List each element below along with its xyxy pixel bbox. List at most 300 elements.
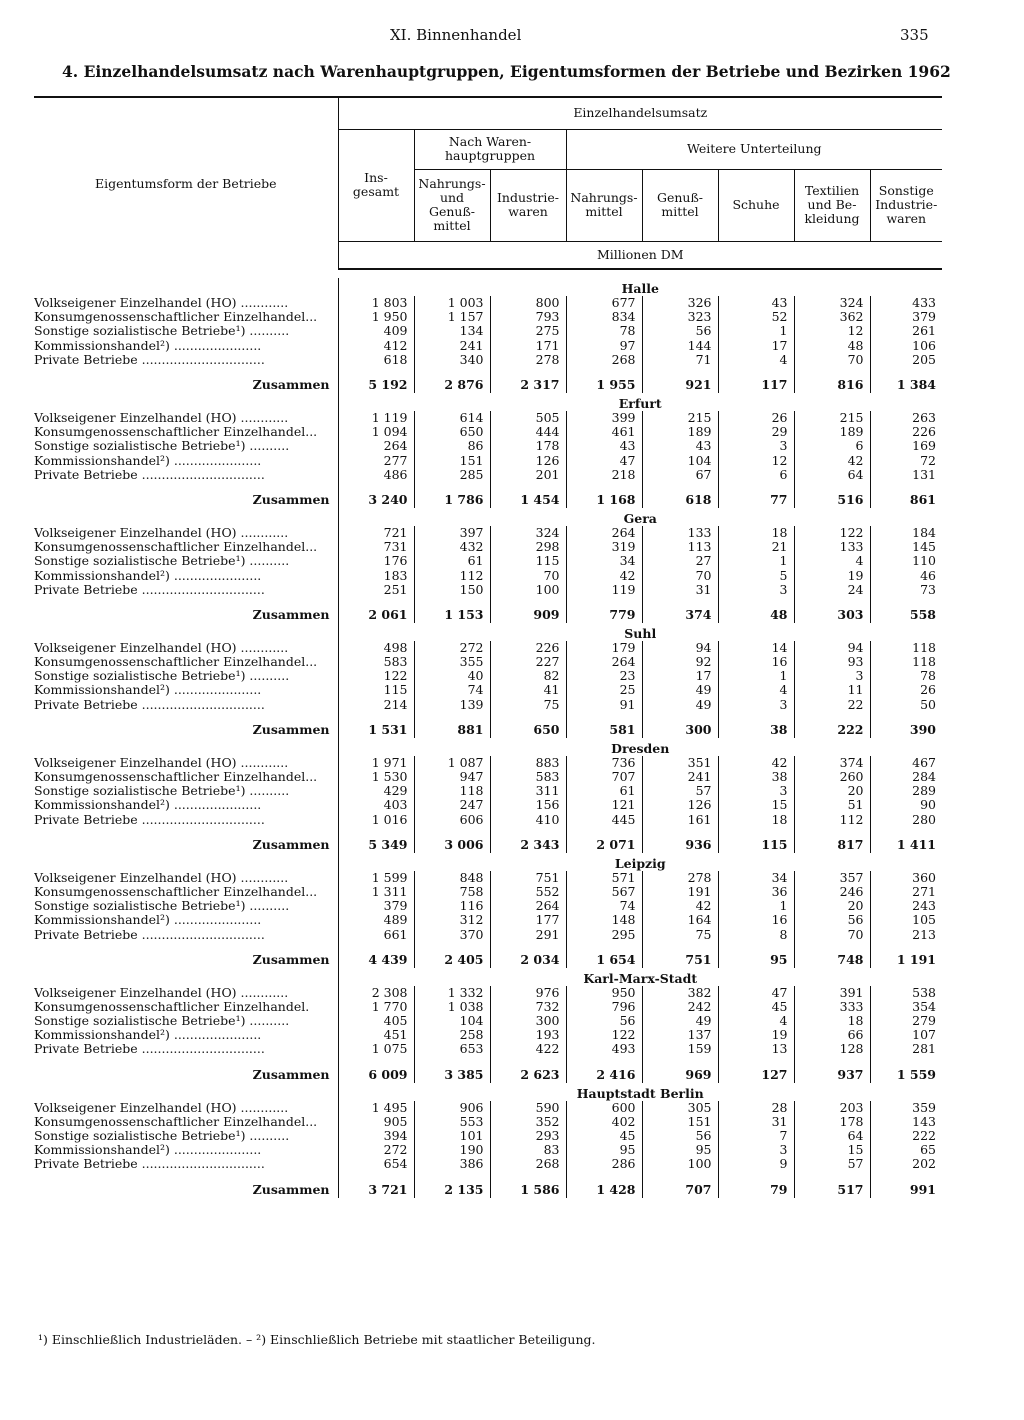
- table-cell: 278: [642, 871, 718, 885]
- table-cell: 51: [794, 798, 870, 812]
- table-cell: 606: [414, 813, 490, 827]
- page-number: 335: [900, 26, 929, 44]
- table-cell: 13: [718, 1042, 794, 1056]
- table-cell: 291: [490, 927, 566, 941]
- table-cell: 278: [490, 353, 566, 367]
- table-cell: 247: [414, 798, 490, 812]
- table-cell: 340: [414, 353, 490, 367]
- table-cell: 241: [414, 339, 490, 353]
- total-cell: 817: [794, 837, 870, 853]
- table-cell: 848: [414, 871, 490, 885]
- row-label: Kommissionshandel²) ......................: [34, 568, 262, 583]
- table-cell: 106: [870, 339, 942, 353]
- table-cell: 263: [870, 411, 942, 425]
- table-row: [34, 986, 942, 1000]
- table-cell: 20: [794, 899, 870, 913]
- row-label: Volkseigener Einzelhandel (HO) ............: [34, 1100, 289, 1115]
- row-label: Konsumgenossenschaftlicher Einzelhandel...: [34, 310, 318, 325]
- table-row: [34, 1157, 942, 1171]
- region-row: [34, 508, 942, 526]
- table-cell: 169: [870, 439, 942, 453]
- table-cell: 43: [718, 296, 794, 310]
- row-label: Sonstige sozialistische Betriebe¹) ..........: [34, 784, 290, 799]
- table-cell: 505: [490, 411, 566, 425]
- total-cell: 909: [490, 607, 566, 623]
- table-cell: 66: [794, 1028, 870, 1042]
- table-cell: 94: [642, 641, 718, 655]
- table-cell: 178: [794, 1115, 870, 1129]
- table-cell: 650: [414, 425, 490, 439]
- total-cell: 2 876: [414, 377, 490, 393]
- row-gap: [34, 597, 942, 607]
- row-label: Sonstige sozialistische Betriebe¹) ..........: [34, 899, 290, 914]
- row-gap: [34, 1172, 942, 1182]
- table-row: [34, 554, 942, 568]
- table-cell: 399: [566, 411, 642, 425]
- table-cell: 151: [642, 1115, 718, 1129]
- table-cell: 215: [642, 411, 718, 425]
- table-cell: 201: [490, 468, 566, 482]
- table-cell: 31: [642, 583, 718, 597]
- table-cell: 150: [414, 583, 490, 597]
- table-cell: 4: [794, 554, 870, 568]
- total-cell: 2 416: [566, 1067, 642, 1083]
- total-cell: 2 405: [414, 952, 490, 968]
- table-cell: 107: [870, 1028, 942, 1042]
- table-cell: 34: [718, 871, 794, 885]
- table-cell: 553: [414, 1115, 490, 1129]
- table-title: 4. Einzelhandelsumsatz nach Warenhauptgruppen, Eigentumsformen der Betriebe und Bezirken 1962: [62, 62, 951, 81]
- table-cell: 264: [566, 655, 642, 669]
- table-cell: 144: [642, 339, 718, 353]
- table-cell: 189: [642, 425, 718, 439]
- row-label: Kommissionshandel²) ......................: [34, 798, 262, 813]
- table-cell: 24: [794, 583, 870, 597]
- table-cell: 409: [338, 324, 414, 338]
- table-cell: 128: [794, 1042, 870, 1056]
- table-cell: 119: [566, 583, 642, 597]
- region-row: [34, 393, 942, 411]
- table-cell: 31: [718, 1115, 794, 1129]
- total-cell: 2 034: [490, 952, 566, 968]
- table-cell: 326: [642, 296, 718, 310]
- table-cell: 82: [490, 669, 566, 683]
- table-cell: 26: [870, 683, 942, 697]
- table-cell: 275: [490, 324, 566, 338]
- table-cell: 280: [870, 813, 942, 827]
- table-cell: 731: [338, 540, 414, 554]
- table-cell: 52: [718, 310, 794, 324]
- total-label: Zusammen: [252, 951, 330, 967]
- table-cell: 72: [870, 454, 942, 468]
- row-label: Kommissionshandel²) ......................: [34, 1028, 262, 1043]
- total-cell: 991: [870, 1182, 942, 1198]
- table-cell: 1 075: [338, 1042, 414, 1056]
- table-cell: 29: [718, 425, 794, 439]
- region-row: [34, 738, 942, 756]
- table-cell: 654: [338, 1157, 414, 1171]
- row-label: Kommissionshandel²) ......................: [34, 1143, 262, 1158]
- total-cell: 1 531: [338, 722, 414, 738]
- table-cell: 48: [794, 339, 870, 353]
- table-cell: 295: [566, 927, 642, 941]
- table-cell: 133: [642, 526, 718, 540]
- table-row: [34, 454, 942, 468]
- table-cell: 261: [870, 324, 942, 338]
- row-label: Sonstige sozialistische Betriebe¹) ..........: [34, 669, 290, 684]
- total-cell: 5 349: [338, 837, 414, 853]
- row-label: Private Betriebe ...............................: [34, 697, 265, 712]
- table-cell: 159: [642, 1042, 718, 1056]
- table-cell: 65: [870, 1143, 942, 1157]
- table-cell: 6: [718, 468, 794, 482]
- table-cell: 215: [794, 411, 870, 425]
- table-cell: 260: [794, 770, 870, 784]
- textilien-header: Textilien und Be- kleidung: [794, 169, 870, 241]
- nahrung-genuss-header: Nahrungs- und Genuß- mittel: [414, 169, 490, 241]
- table-cell: 70: [490, 568, 566, 582]
- table-cell: 47: [718, 986, 794, 1000]
- table-cell: 64: [794, 1129, 870, 1143]
- table-cell: 121: [566, 798, 642, 812]
- table-cell: 386: [414, 1157, 490, 1171]
- table-cell: 64: [794, 468, 870, 482]
- total-cell: 881: [414, 722, 490, 738]
- table-cell: 15: [794, 1143, 870, 1157]
- table-cell: 101: [414, 1129, 490, 1143]
- table-cell: 226: [870, 425, 942, 439]
- table-cell: 20: [794, 784, 870, 798]
- total-cell: 3 240: [338, 492, 414, 508]
- table-cell: 9: [718, 1157, 794, 1171]
- total-cell: 1 454: [490, 492, 566, 508]
- row-label: Konsumgenossenschaftlicher Einzelhandel...: [34, 425, 318, 440]
- table-cell: 1 495: [338, 1101, 414, 1115]
- table-header: [34, 96, 942, 270]
- table-cell: 429: [338, 784, 414, 798]
- total-cell: 1 786: [414, 492, 490, 508]
- table-cell: 467: [870, 756, 942, 770]
- table-cell: 3: [718, 583, 794, 597]
- table-cell: 374: [794, 756, 870, 770]
- table-cell: 950: [566, 986, 642, 1000]
- table-cell: 38: [718, 770, 794, 784]
- table-cell: 300: [490, 1014, 566, 1028]
- table-cell: 1: [718, 554, 794, 568]
- table-cell: 305: [642, 1101, 718, 1115]
- table-cell: 1 311: [338, 885, 414, 899]
- table-cell: 277: [338, 454, 414, 468]
- total-row: [34, 1182, 942, 1198]
- table-cell: 3: [718, 439, 794, 453]
- total-cell: 222: [794, 722, 870, 738]
- table-cell: 61: [414, 554, 490, 568]
- row-label: Kommissionshandel²) ......................: [34, 913, 262, 928]
- table-cell: 707: [566, 770, 642, 784]
- region-name: Erfurt: [338, 393, 942, 411]
- row-label: Kommissionshandel²) ......................: [34, 338, 262, 353]
- total-cell: 3 006: [414, 837, 490, 853]
- table-cell: 73: [870, 583, 942, 597]
- row-label: Volkseigener Einzelhandel (HO) ............: [34, 640, 289, 655]
- table-cell: 70: [794, 353, 870, 367]
- table-cell: 178: [490, 439, 566, 453]
- table-cell: 268: [490, 1157, 566, 1171]
- table-cell: 110: [870, 554, 942, 568]
- table-cell: 115: [490, 554, 566, 568]
- table-cell: 272: [338, 1143, 414, 1157]
- total-cell: 2 071: [566, 837, 642, 853]
- table-cell: 1 971: [338, 756, 414, 770]
- table-cell: 105: [870, 913, 942, 927]
- table-cell: 379: [870, 310, 942, 324]
- table-cell: 319: [566, 540, 642, 554]
- table-cell: 19: [794, 568, 870, 582]
- table-cell: 18: [794, 1014, 870, 1028]
- total-cell: 374: [642, 607, 718, 623]
- table-cell: 104: [642, 454, 718, 468]
- total-cell: 707: [642, 1182, 718, 1198]
- region-name: Leipzig: [338, 853, 942, 871]
- table-cell: 538: [870, 986, 942, 1000]
- table-cell: 139: [414, 698, 490, 712]
- table-cell: 16: [718, 655, 794, 669]
- table-row: [34, 411, 942, 425]
- table-cell: 486: [338, 468, 414, 482]
- table-cell: 583: [338, 655, 414, 669]
- table-cell: 370: [414, 927, 490, 941]
- schuhe-header: Schuhe: [718, 169, 794, 241]
- table-cell: 567: [566, 885, 642, 899]
- table-cell: 171: [490, 339, 566, 353]
- table-cell: 1 087: [414, 756, 490, 770]
- total-cell: 2 135: [414, 1182, 490, 1198]
- total-label: Zusammen: [252, 376, 330, 392]
- table-cell: 57: [642, 784, 718, 798]
- table-cell: 4: [718, 353, 794, 367]
- table-cell: 258: [414, 1028, 490, 1042]
- table-cell: 16: [718, 913, 794, 927]
- total-cell: 1 559: [870, 1067, 942, 1083]
- row-label: Kommissionshandel²) ......................: [34, 453, 262, 468]
- table-cell: 461: [566, 425, 642, 439]
- total-label: Zusammen: [252, 1181, 330, 1197]
- table-row: [34, 655, 942, 669]
- table-cell: 264: [338, 439, 414, 453]
- table-cell: 243: [870, 899, 942, 913]
- table-cell: 179: [566, 641, 642, 655]
- table-cell: 151: [414, 454, 490, 468]
- table-cell: 42: [718, 756, 794, 770]
- table-cell: 213: [870, 927, 942, 941]
- table-cell: 498: [338, 641, 414, 655]
- table-cell: 793: [490, 310, 566, 324]
- table-cell: 56: [642, 1129, 718, 1143]
- table-cell: 56: [566, 1014, 642, 1028]
- table-cell: 18: [718, 813, 794, 827]
- table-cell: 41: [490, 683, 566, 697]
- total-cell: 3 385: [414, 1067, 490, 1083]
- row-gap: [34, 942, 942, 952]
- table-cell: 4: [718, 683, 794, 697]
- table-cell: 122: [566, 1028, 642, 1042]
- sonstige-header: Sonstige Industrie- waren: [870, 169, 942, 241]
- table-row: [34, 770, 942, 784]
- table-cell: 15: [718, 798, 794, 812]
- row-gap: [34, 712, 942, 722]
- table-cell: 83: [490, 1143, 566, 1157]
- table-cell: 397: [414, 526, 490, 540]
- row-label: Konsumgenossenschaftlicher Einzelhandel...: [34, 769, 318, 785]
- total-cell: 48: [718, 607, 794, 623]
- row-label: Volkseigener Einzelhandel (HO) ............: [34, 870, 289, 885]
- table-cell: 7: [718, 1129, 794, 1143]
- row-label: Konsumgenossenschaftlicher Einzelhandel...: [34, 655, 318, 670]
- table-cell: 800: [490, 296, 566, 310]
- region-row: [34, 1083, 942, 1101]
- table-cell: 176: [338, 554, 414, 568]
- table-cell: 42: [566, 568, 642, 582]
- table-cell: 70: [794, 927, 870, 941]
- region-name: Hauptstadt Berlin: [338, 1083, 942, 1101]
- table-cell: 298: [490, 540, 566, 554]
- total-label: Zusammen: [252, 491, 330, 507]
- table-cell: 90: [870, 798, 942, 812]
- table-cell: 351: [642, 756, 718, 770]
- row-label: Volkseigener Einzelhandel (HO) ............: [34, 985, 289, 1000]
- table-row: [34, 339, 942, 353]
- table-cell: 145: [870, 540, 942, 554]
- total-row: [34, 952, 942, 968]
- table-cell: 412: [338, 339, 414, 353]
- table-cell: 28: [718, 1101, 794, 1115]
- overall-header: Einzelhandelsumsatz: [338, 97, 942, 129]
- table-cell: 3: [718, 1143, 794, 1157]
- row-gap: [34, 1057, 942, 1067]
- region-row: [34, 853, 942, 871]
- total-row: [34, 377, 942, 393]
- table-row: [34, 1042, 942, 1056]
- table-cell: 1 119: [338, 411, 414, 425]
- table-cell: 100: [490, 583, 566, 597]
- table-cell: 758: [414, 885, 490, 899]
- table-cell: 156: [490, 798, 566, 812]
- region-name: Suhl: [338, 623, 942, 641]
- row-label: Sonstige sozialistische Betriebe¹) ..........: [34, 439, 290, 454]
- total-cell: 1 384: [870, 377, 942, 393]
- table-cell: 115: [338, 683, 414, 697]
- table-cell: 357: [794, 871, 870, 885]
- table-cell: 1: [718, 324, 794, 338]
- total-cell: 115: [718, 837, 794, 853]
- total-cell: 2 343: [490, 837, 566, 853]
- total-cell: 650: [490, 722, 566, 738]
- table-cell: 78: [870, 669, 942, 683]
- total-row: [34, 607, 942, 623]
- table-row: [34, 540, 942, 554]
- table-cell: 57: [794, 1157, 870, 1171]
- table-cell: 583: [490, 770, 566, 784]
- total-cell: 303: [794, 607, 870, 623]
- row-label: Private Betriebe ...............................: [34, 352, 265, 367]
- table-cell: 50: [870, 698, 942, 712]
- total-row: [34, 1067, 942, 1083]
- table-cell: 1 803: [338, 296, 414, 310]
- table-cell: 193: [490, 1028, 566, 1042]
- region-name: Gera: [338, 508, 942, 526]
- table-cell: 284: [870, 770, 942, 784]
- table-cell: 56: [794, 913, 870, 927]
- table-cell: 246: [794, 885, 870, 899]
- table-cell: 264: [566, 526, 642, 540]
- table-cell: 75: [642, 927, 718, 941]
- table-row: [34, 784, 942, 798]
- table-cell: 905: [338, 1115, 414, 1129]
- table-cell: 312: [414, 913, 490, 927]
- table-cell: 451: [338, 1028, 414, 1042]
- table-cell: 5: [718, 568, 794, 582]
- total-label: Zusammen: [252, 836, 330, 852]
- total-cell: 4 439: [338, 952, 414, 968]
- table-cell: 354: [870, 1000, 942, 1014]
- total-cell: 921: [642, 377, 718, 393]
- table-row: [34, 310, 942, 324]
- total-cell: 1 411: [870, 837, 942, 853]
- table-cell: 661: [338, 927, 414, 941]
- table-cell: 94: [794, 641, 870, 655]
- table-cell: 104: [414, 1014, 490, 1028]
- table-cell: 796: [566, 1000, 642, 1014]
- region-name: Halle: [338, 278, 942, 296]
- row-label: Private Betriebe ...............................: [34, 927, 265, 942]
- total-cell: 1 168: [566, 492, 642, 508]
- table-cell: 947: [414, 770, 490, 784]
- table-row: [34, 871, 942, 885]
- table-cell: 279: [870, 1014, 942, 1028]
- total-cell: 1 191: [870, 952, 942, 968]
- table-row: [34, 885, 942, 899]
- table-cell: 21: [718, 540, 794, 554]
- table-cell: 97: [566, 339, 642, 353]
- table-cell: 42: [642, 899, 718, 913]
- group-sub-header: Weitere Unterteilung: [566, 129, 942, 169]
- total-row: [34, 722, 942, 738]
- table-cell: 251: [338, 583, 414, 597]
- table-cell: 736: [566, 756, 642, 770]
- table-cell: 191: [642, 885, 718, 899]
- total-cell: 1 654: [566, 952, 642, 968]
- table-cell: 271: [870, 885, 942, 899]
- table-cell: 45: [566, 1129, 642, 1143]
- table-cell: 1: [718, 899, 794, 913]
- table-cell: 272: [414, 641, 490, 655]
- table-cell: 131: [870, 468, 942, 482]
- table-row: [34, 1101, 942, 1115]
- total-cell: 936: [642, 837, 718, 853]
- row-label: Private Betriebe ...............................: [34, 467, 265, 482]
- total-cell: 77: [718, 492, 794, 508]
- table-row: [34, 899, 942, 913]
- table-cell: 164: [642, 913, 718, 927]
- table-cell: 74: [414, 683, 490, 697]
- row-label: Konsumgenossenschaftlicher Einzelhandel...: [34, 884, 318, 899]
- total-cell: 517: [794, 1182, 870, 1198]
- region-name: Dresden: [338, 738, 942, 756]
- table-cell: 653: [414, 1042, 490, 1056]
- row-label: Kommissionshandel²) ......................: [34, 683, 262, 698]
- table-cell: 203: [794, 1101, 870, 1115]
- total-cell: 516: [794, 492, 870, 508]
